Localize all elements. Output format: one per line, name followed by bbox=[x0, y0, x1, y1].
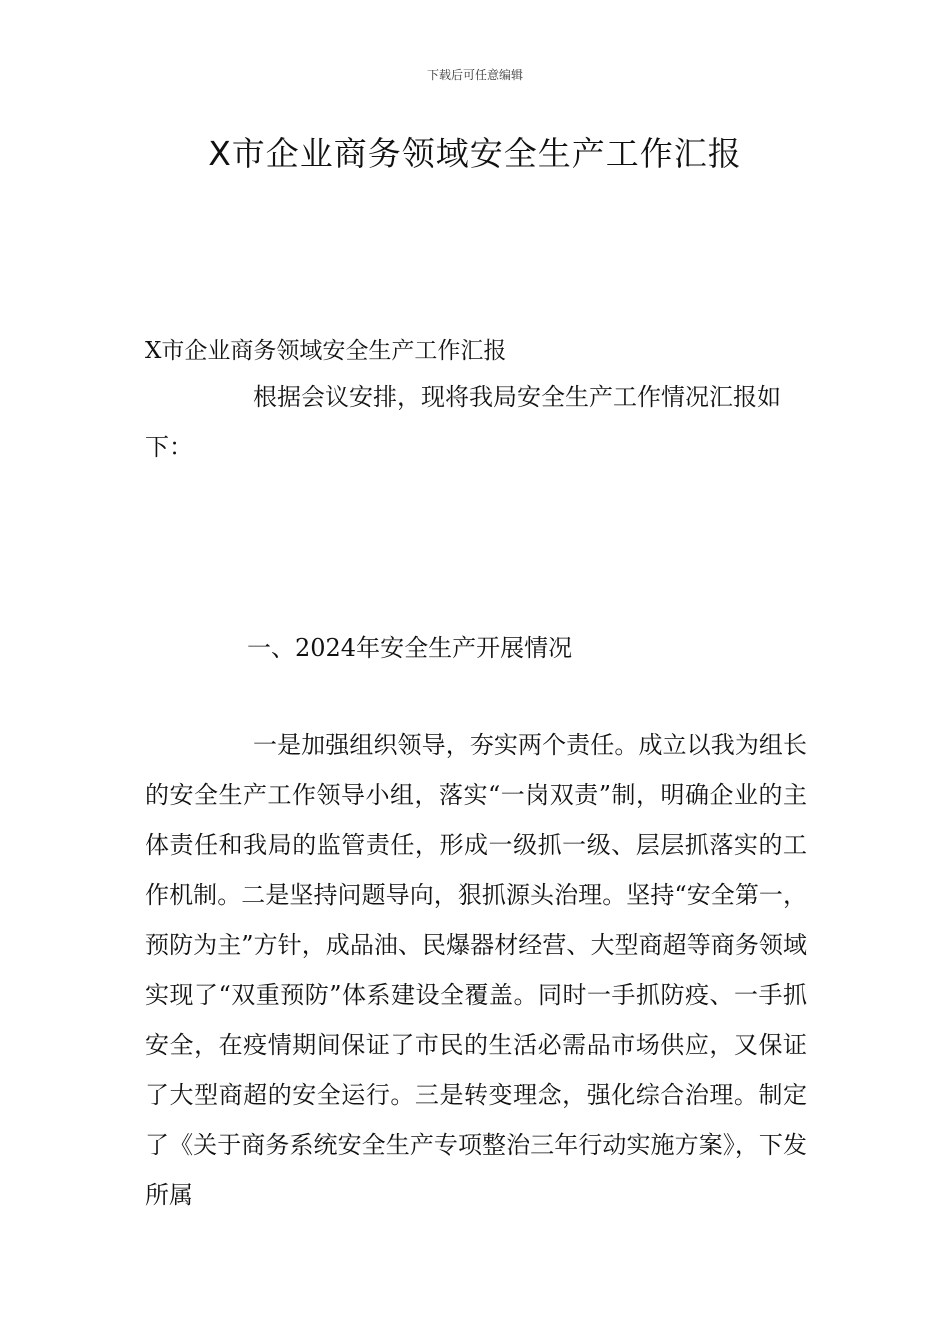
section-heading: 一、2024年安全生产开展情况 bbox=[247, 634, 573, 662]
intro-paragraph: 根据会议安排，现将我局安全生产工作情况汇报如下： bbox=[145, 383, 781, 461]
header-note: 下载后可任意编辑 bbox=[426, 68, 523, 82]
document-title: X市企业商务领域安全生产工作汇报 bbox=[208, 134, 742, 173]
document-subtitle: X市企业商务领域安全生产工作汇报 bbox=[145, 338, 507, 364]
body-paragraph: 一是加强组织领导，夯实两个责任。成立以我为组长的安全生产工作领导小组，落实“一岗双责”制，明确企业的主体责任和我局的监管责任，形成一级抓一级、层层抓落实的工作机制。二是坚持问题导向，狠抓源头治理。坚持“安全第一，预防为主”方针，成品油、民爆器材经营、大型商超等商务领域实现了“双重预防”体系建设全覆盖。同时一手抓防疫、一手抓安全，在疫情期间保证了市民的生活必需品市场供应，又保证了大型商超的安全运行。三是转变理念，强化综合治理。制定了《关于商务系统安全生产专项整治三年行动实施方案》，下发所属 bbox=[145, 731, 807, 1209]
